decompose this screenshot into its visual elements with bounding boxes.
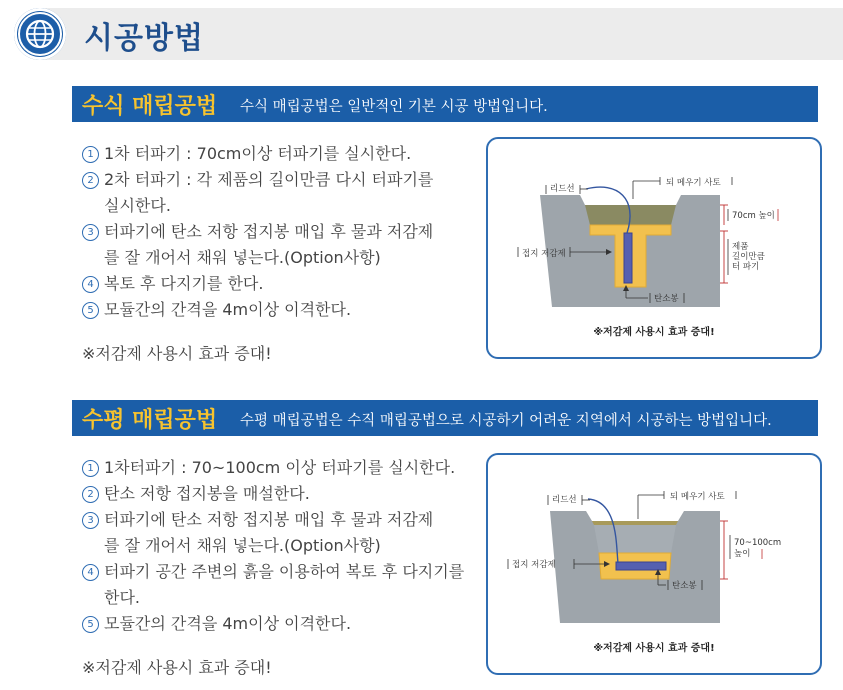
backfill-soil bbox=[592, 521, 678, 525]
globe-icon bbox=[14, 8, 66, 60]
label-rod: 탄소봉 bbox=[654, 294, 679, 304]
step-number: 5 bbox=[82, 302, 99, 319]
step-list bbox=[82, 141, 433, 323]
step-list bbox=[82, 455, 464, 637]
effect-note: ※저감제 사용시 효과 증대! bbox=[82, 344, 272, 363]
label-length-3: 터 파기 bbox=[732, 262, 760, 272]
section-title: 수평 매립공법 bbox=[82, 408, 218, 433]
step-number: 4 bbox=[82, 276, 99, 293]
step-item: 3 터파기에 탄소 저항 접지봉 매입 후 물과 저감제 를 잘 개어서 채워 넣는다.(Option사항) bbox=[82, 507, 464, 559]
diagram-horizontal-install bbox=[486, 453, 822, 675]
step-number: 5 bbox=[82, 616, 99, 633]
section-header-vertical bbox=[72, 86, 818, 122]
label-depth-1: 70~100cm bbox=[734, 538, 782, 548]
carbon-rod bbox=[624, 233, 632, 283]
label-depth-2: 높이 bbox=[734, 549, 751, 559]
diagram-caption: ※저감제 사용시 효과 증대! bbox=[593, 327, 715, 338]
label-lead: 리드선 bbox=[550, 184, 575, 194]
step-number: 2 bbox=[82, 172, 99, 189]
label-length-2: 길이만큼 bbox=[732, 252, 765, 262]
trench-space bbox=[594, 525, 676, 553]
step-number: 4 bbox=[82, 564, 99, 581]
label-depth: 70cm 높이 bbox=[732, 211, 775, 221]
step-item: 2 탄소 저항 접지봉을 매설한다. bbox=[82, 481, 464, 507]
section-header-horizontal bbox=[72, 400, 818, 436]
section-description: 수평 매립공법은 수직 매립공법으로 시공하기 어려운 지역에서 시공하는 방법입니다. bbox=[240, 413, 772, 429]
step-item: 5 모듈간의 간격을 4m이상 이격한다. bbox=[82, 297, 433, 323]
step-item: 5 모듈간의 간격을 4m이상 이격한다. bbox=[82, 611, 464, 637]
label-reducer: 접지 저감제 bbox=[522, 249, 566, 259]
label-length-1: 제품 bbox=[732, 242, 749, 252]
step-number: 1 bbox=[82, 460, 99, 477]
step-number: 1 bbox=[82, 146, 99, 163]
step-number: 3 bbox=[82, 512, 99, 529]
step-item: 1 1차터파기 : 70~100cm 이상 터파기를 실시한다. bbox=[82, 455, 464, 481]
step-item: 3 터파기에 탄소 저항 접지봉 매입 후 물과 저감제 를 잘 개어서 채워 넣는다.(Option사항) bbox=[82, 219, 433, 271]
carbon-rod bbox=[616, 562, 666, 570]
section-description: 수식 매립공법은 일반적인 기본 시공 방법입니다. bbox=[240, 99, 548, 115]
label-backfill: 되 메우기 사토 bbox=[670, 492, 725, 502]
step-number: 2 bbox=[82, 486, 99, 503]
label-rod: 탄소봉 bbox=[672, 581, 697, 591]
step-number: 3 bbox=[82, 224, 99, 241]
step-item: 4 복토 후 다지기를 한다. bbox=[82, 271, 433, 297]
label-reducer: 접지 저감제 bbox=[512, 560, 556, 570]
effect-note: ※저감제 사용시 효과 증대! bbox=[82, 658, 272, 677]
step-item: 1 1차 터파기 : 70cm이상 터파기를 실시한다. bbox=[82, 141, 433, 167]
step-item: 2 2차 터파기 : 각 제품의 길이만큼 다시 터파기를 실시한다. bbox=[82, 167, 433, 219]
label-lead: 리드선 bbox=[552, 495, 577, 505]
label-backfill: 되 메우기 사토 bbox=[666, 178, 721, 188]
diagram-vertical-install bbox=[486, 137, 822, 359]
diagram-caption: ※저감제 사용시 효과 증대! bbox=[593, 643, 715, 654]
step-item: 4 터파기 공간 주변의 흙을 이용하여 복토 후 다지기를 한다. bbox=[82, 559, 464, 611]
section-title: 수식 매립공법 bbox=[82, 94, 218, 119]
page-title: 시공방법 bbox=[84, 21, 204, 56]
